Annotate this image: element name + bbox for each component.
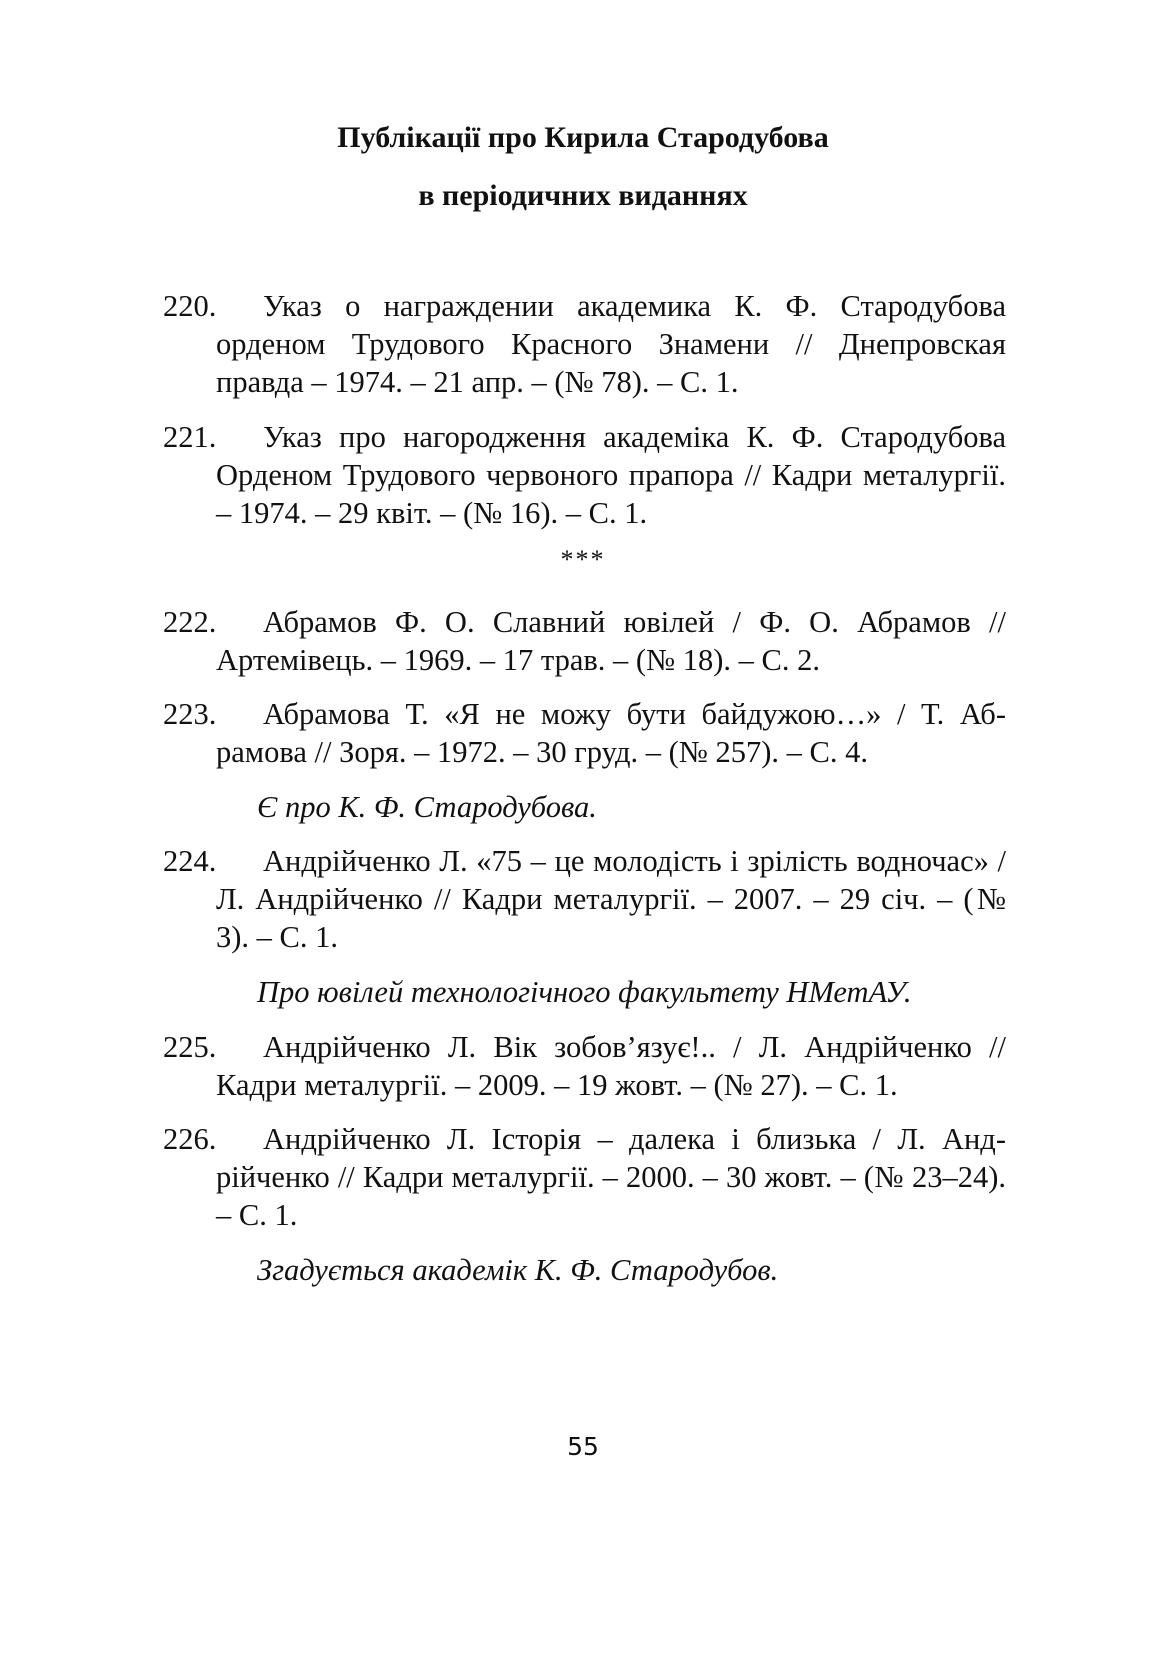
- page-title: Публікації про Кирила Стародубова: [337, 121, 829, 154]
- bibliography-entry: [163, 695, 1006, 771]
- bibliography-entry: [163, 1028, 1006, 1104]
- entry-number: 221.: [163, 420, 217, 454]
- entry-text: Абрамов Ф. О. Славний ювілей / Ф. О. Абрамов // Артемівець. – 1969. – 17 трав. – (№ 18). – С. 2.: [216, 605, 1006, 677]
- bibliography-entry: [163, 418, 1006, 532]
- entry-text: Андрійченко Л. Вік зобов’язує!.. / Л. Андрійченко // Кадри металургії. – 2009. – 19 жовт. – (№ 27). – С. 1.: [216, 1030, 1006, 1102]
- entry-number: 222.: [163, 605, 217, 639]
- entry-text: Андрійченко Л. «75 – це молодість і зрілість водночас» / Л. Андрійченко // Кадри металургії. – 2007. – 29 січ. – (№ 3). – С. 1.: [216, 844, 1006, 954]
- entry-number: 226.: [163, 1122, 217, 1156]
- entry-number: 225.: [163, 1030, 217, 1064]
- bibliography-entry: [163, 287, 1006, 401]
- entry-annotation: Є про К. Ф. Стародубова.: [257, 790, 597, 824]
- entry-annotation: Про ювілей технологічного факультету НМетАУ.: [257, 975, 912, 1009]
- page-subtitle: в періодичних виданнях: [418, 179, 748, 212]
- entry-text: Андрійченко Л. Історія – далека і близька / Л. Андрійченко // Кадри металургії. – 2000. – 30 жовт. – (№ 23–24). – С. 1.: [216, 1122, 1006, 1232]
- bibliography-entry: [163, 603, 1006, 679]
- entry-text: Абрамова Т. «Я не можу бути байдужою…» / Т. Абрамова // Зоря. – 1972. – 30 груд. – (№ 257). – С. 4.: [216, 697, 1006, 769]
- entry-annotation: Згадується академік К. Ф. Стародубов.: [257, 1253, 779, 1287]
- page-number: 55: [567, 1432, 599, 1461]
- entry-text: Указ про нагородження академіка К. Ф. Стародубова Орденом Трудового червоного прапора // Кадри металургії. – 1974. – 29 квіт. – (№ 16). – С. 1.: [216, 420, 1006, 530]
- entry-number: 223.: [163, 697, 217, 731]
- section-separator: ***: [560, 545, 606, 574]
- entry-text: Указ о награждении академика К. Ф. Стародубова орденом Трудового Красного Знамени // Днепровская правда – 1974. – 21 апр. – (№ 78). – С. 1.: [216, 289, 1006, 399]
- entry-number: 220.: [163, 289, 217, 323]
- entry-number: 224.: [163, 844, 217, 878]
- bibliography-entry: [163, 1120, 1006, 1234]
- bibliography-entry: [163, 842, 1006, 956]
